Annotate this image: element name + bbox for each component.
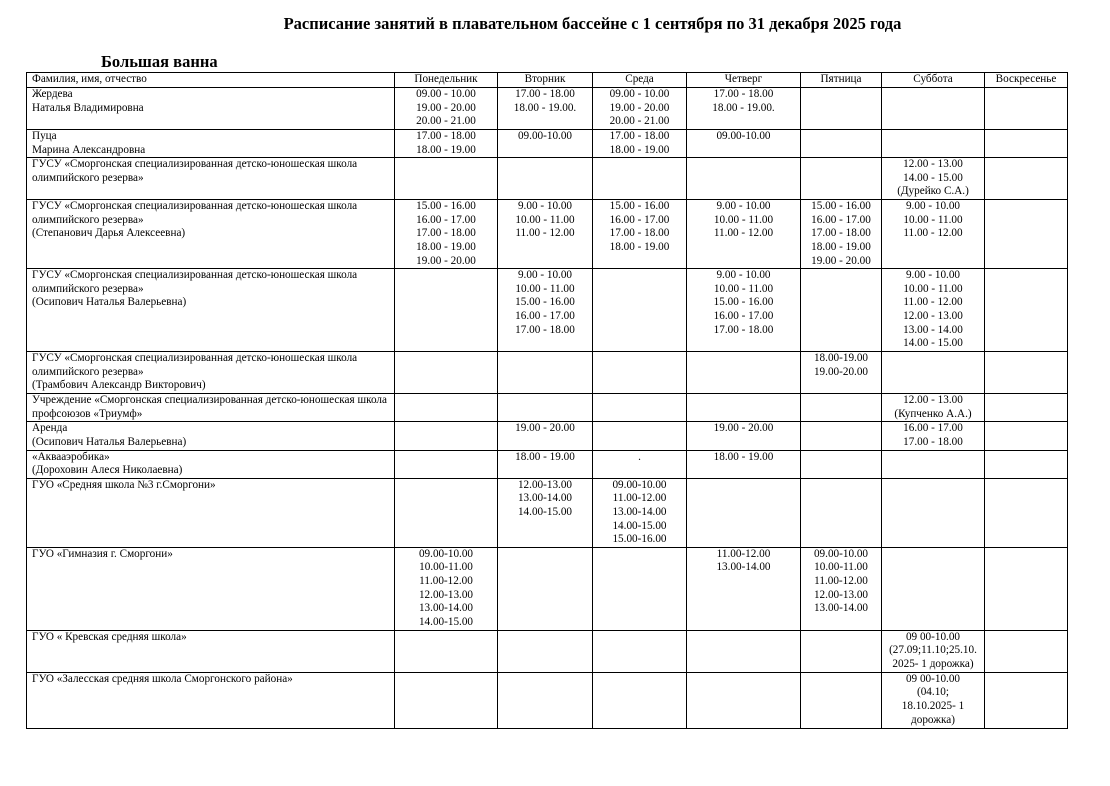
schedule-cell-thursday: [687, 672, 801, 728]
participant-line: «Аквааэробика»: [32, 450, 110, 463]
schedule-cell-friday: [801, 450, 882, 478]
participant-line: ГУСУ «Сморгонская специализированная детско-юношеская школа олимпийского резерва»: [32, 352, 358, 378]
time-slot: 12.00-13.00: [418, 588, 474, 601]
schedule-cell-sunday: [985, 630, 1068, 672]
time-slot: 16.00 - 17.00: [609, 213, 670, 226]
time-slot: 13.00-14.00: [716, 561, 771, 574]
time-slot: 15.00 - 16.00: [713, 296, 774, 309]
schedule-cell-friday: [801, 269, 882, 352]
schedule-cell-tuesday: [498, 269, 593, 352]
time-slot: 12.00-13.00: [517, 478, 573, 491]
schedule-cell-monday: [395, 200, 498, 269]
time-slot: 18.00 - 19.00.: [513, 101, 577, 114]
schedule-cell-friday: [801, 630, 882, 672]
time-slot: 10.00 - 11.00: [713, 282, 774, 295]
schedule-cell-saturday: [882, 352, 985, 394]
schedule-body: [27, 88, 1068, 729]
schedule-cell-friday: [801, 672, 882, 728]
participant-line: (Степанович Дарья Алексеевна): [32, 227, 186, 240]
time-slot: 17.00 - 18.00: [609, 130, 670, 142]
time-slot: 13.00-14.00: [612, 505, 667, 518]
schedule-cell-tuesday: [498, 450, 593, 478]
participant-line: ГУСУ «Сморгонская специализированная детско-юношеская школа олимпийского резерва»: [32, 158, 358, 184]
schedule-cell-friday: [801, 422, 882, 450]
participant-line: Учреждение «Сморгонская специализированная детско-юношеская школа профсоюзов «Триумф»: [32, 394, 387, 420]
time-slot: 09.00-10.00: [517, 130, 573, 142]
time-slot: 16.00 - 17.00: [416, 213, 476, 226]
time-slot: 17.00 - 18.00: [416, 227, 476, 240]
participant-cell: [27, 269, 395, 352]
participant-line: Пуца: [32, 130, 57, 142]
participant-line: Марина Александровна: [32, 143, 146, 156]
schedule-cell-wednesday: [593, 130, 687, 158]
schedule-cell-tuesday: [498, 352, 593, 394]
schedule-cell-monday: [395, 450, 498, 478]
participant-cell: [27, 130, 395, 158]
time-slot: 9.00 - 10.00: [905, 200, 961, 213]
time-slot: 13.00 - 14.00: [903, 323, 963, 336]
time-slot: 14.00-15.00: [517, 505, 573, 518]
schedule-cell-wednesday: [593, 450, 687, 478]
time-slot: 16.00 - 17.00: [811, 213, 871, 226]
schedule-cell-saturday: [882, 422, 985, 450]
schedule-cell-wednesday: [593, 478, 687, 547]
column-header-tuesday: Вторник: [498, 73, 593, 88]
schedule-cell-sunday: [985, 478, 1068, 547]
time-slot: 16.00 - 17.00: [903, 422, 963, 435]
schedule-cell-thursday: [687, 394, 801, 422]
schedule-cell-sunday: [985, 200, 1068, 269]
schedule-cell-monday: [395, 547, 498, 630]
time-slot: 19.00 - 20.00: [515, 422, 575, 435]
table-row: [27, 269, 1068, 352]
time-slot: 10.00 - 11.00: [515, 213, 575, 226]
time-slot: 12.00 - 13.00: [903, 309, 963, 322]
schedule-cell-thursday: [687, 422, 801, 450]
table-row: [27, 422, 1068, 450]
time-slot: 19.00 - 20.00: [416, 254, 476, 267]
schedule-cell-wednesday: [593, 352, 687, 394]
time-slot: 10.00 - 11.00: [903, 213, 963, 226]
time-slot: (Купченко А.А.): [894, 407, 972, 420]
schedule-cell-monday: [395, 478, 498, 547]
schedule-cell-wednesday: [593, 630, 687, 672]
time-slot: 11.00-12.00: [814, 574, 868, 587]
schedule-cell-tuesday: [498, 630, 593, 672]
schedule-cell-thursday: [687, 450, 801, 478]
table-row: [27, 88, 1068, 130]
time-slot: 12.00 - 13.00: [903, 394, 963, 407]
schedule-cell-tuesday: [498, 394, 593, 422]
schedule-cell-saturday: [882, 394, 985, 422]
schedule-cell-saturday: [882, 200, 985, 269]
column-header-wednesday: Среда: [593, 73, 687, 88]
time-slot: 12.00-13.00: [813, 588, 869, 601]
time-slot: 11.00 - 12.00: [903, 227, 963, 240]
participant-cell: [27, 200, 395, 269]
time-slot: 9.00 - 10.00: [716, 269, 771, 282]
schedule-cell-sunday: [985, 352, 1068, 394]
time-slot: 09 00-10.00: [905, 630, 961, 643]
schedule-cell-tuesday: [498, 130, 593, 158]
time-slot: 18.00 - 19.00: [515, 450, 575, 463]
participant-line: (Осипович Наталья Валерьевна): [32, 296, 187, 309]
time-slot: 17.00 - 18.00: [713, 323, 774, 336]
time-slot: 16.00 - 17.00: [515, 309, 575, 322]
time-slot: 17.00 - 18.00: [416, 130, 476, 142]
participant-line: Наталья Владимировна: [32, 101, 144, 114]
schedule-cell-friday: [801, 130, 882, 158]
time-slot: 10.00 - 11.00: [713, 213, 774, 226]
schedule-cell-saturday: [882, 269, 985, 352]
schedule-cell-sunday: [985, 394, 1068, 422]
schedule-cell-sunday: [985, 547, 1068, 630]
time-slot: 18.00 - 19.00: [609, 240, 670, 253]
participant-cell: [27, 547, 395, 630]
schedule-cell-tuesday: [498, 200, 593, 269]
time-slot: 2025- 1 дорожка): [892, 657, 974, 670]
time-slot: 18.00-19.00: [813, 352, 869, 365]
schedule-cell-tuesday: [498, 88, 593, 130]
time-slot: 11.00 - 12.00: [515, 227, 575, 240]
time-slot: 09.00-10.00: [418, 547, 474, 560]
pool-subtitle: Большая ванна: [101, 52, 218, 71]
time-slot: 14.00-15.00: [418, 615, 474, 628]
schedule-cell-thursday: [687, 352, 801, 394]
schedule-cell-monday: [395, 422, 498, 450]
schedule-cell-monday: [395, 672, 498, 728]
participant-line: ГУСУ «Сморгонская специализированная детско-юношеская школа олимпийского резерва»: [32, 200, 358, 226]
schedule-cell-thursday: [687, 158, 801, 200]
schedule-cell-tuesday: [498, 547, 593, 630]
schedule-cell-wednesday: [593, 88, 687, 130]
time-slot: 18.00 - 19.00: [416, 143, 476, 156]
schedule-cell-sunday: [985, 130, 1068, 158]
schedule-cell-friday: [801, 394, 882, 422]
time-slot: 09 00-10.00: [905, 672, 961, 685]
time-slot: 17.00 - 18.00: [713, 88, 774, 100]
schedule-cell-tuesday: [498, 158, 593, 200]
time-slot: 10.00-11.00: [814, 561, 868, 574]
column-header-sunday: Воскресенье: [985, 73, 1068, 88]
schedule-cell-sunday: [985, 88, 1068, 130]
schedule-cell-friday: [801, 478, 882, 547]
schedule-cell-saturday: [882, 630, 985, 672]
schedule-cell-saturday: [882, 547, 985, 630]
participant-line: ГУО «Залесская средняя школа Сморгонского района»: [32, 672, 293, 685]
time-slot: 9.00 - 10.00: [716, 200, 771, 213]
time-slot: 11.00 - 12.00: [713, 227, 774, 240]
participant-line: (Дороховин Алеся Николаевна): [32, 464, 183, 477]
schedule-cell-sunday: [985, 158, 1068, 200]
schedule-cell-thursday: [687, 269, 801, 352]
participant-cell: [27, 158, 395, 200]
time-slot: 13.00-14.00: [418, 602, 474, 615]
time-slot: 15.00 - 16.00: [811, 200, 871, 213]
schedule-cell-tuesday: [498, 672, 593, 728]
schedule-cell-friday: [801, 547, 882, 630]
participant-cell: [27, 450, 395, 478]
participant-line: ГУО «Гимназия г. Сморгони»: [32, 547, 173, 560]
column-header-friday: Пятница: [801, 73, 882, 88]
time-slot: 18.00 - 19.00: [713, 450, 774, 463]
participant-line: Жердева: [32, 88, 73, 100]
schedule-cell-tuesday: [498, 478, 593, 547]
time-slot: 10.00 - 11.00: [903, 282, 963, 295]
schedule-cell-tuesday: [498, 422, 593, 450]
time-slot: 13.00-14.00: [813, 602, 869, 615]
time-slot: 17.00 - 18.00: [811, 227, 871, 240]
time-slot: 9.00 - 10.00: [517, 200, 573, 213]
schedule-cell-friday: [801, 352, 882, 394]
schedule-cell-sunday: [985, 450, 1068, 478]
schedule-cell-monday: [395, 352, 498, 394]
participant-line: (Осипович Наталья Валерьевна): [32, 435, 187, 448]
time-slot: 19.00 - 20.00: [609, 101, 670, 114]
schedule-cell-wednesday: [593, 422, 687, 450]
schedule-cell-thursday: [687, 547, 801, 630]
schedule-cell-thursday: [687, 88, 801, 130]
time-slot: 17.00 - 18.00: [515, 88, 575, 100]
schedule-cell-wednesday: [593, 158, 687, 200]
time-slot: 11.00 - 12.00: [903, 296, 963, 309]
time-slot: 11.00-12.00: [419, 574, 473, 587]
time-slot: 9.00 - 10.00: [905, 269, 961, 282]
participant-cell: [27, 672, 395, 728]
schedule-cell-saturday: [882, 158, 985, 200]
time-slot: 9.00 - 10.00: [517, 269, 573, 282]
time-slot: 18.00 - 19.00: [416, 240, 476, 253]
time-slot: (04.10;: [916, 686, 949, 699]
schedule-cell-saturday: [882, 130, 985, 158]
schedule-cell-saturday: [882, 450, 985, 478]
time-slot: 20.00 - 21.00: [609, 115, 670, 128]
schedule-cell-monday: [395, 630, 498, 672]
schedule-cell-wednesday: [593, 394, 687, 422]
table-row: [27, 352, 1068, 394]
time-slot: (27.09;11.10;25.10.: [889, 644, 977, 657]
time-slot: 19.00 - 20.00: [811, 254, 871, 267]
schedule-cell-saturday: [882, 478, 985, 547]
time-slot: 09.00 - 10.00: [609, 88, 670, 100]
table-header-row: [27, 73, 1068, 88]
time-slot: 09.00-10.00: [716, 130, 771, 142]
time-slot: 11.00-12.00: [612, 492, 667, 505]
schedule-cell-monday: [395, 394, 498, 422]
schedule-cell-saturday: [882, 672, 985, 728]
schedule-cell-monday: [395, 130, 498, 158]
time-slot: 09.00 - 10.00: [416, 88, 476, 100]
page-title: Расписание занятий в плавательном бассейне с 1 сентября по 31 декабря 2025 года: [283, 14, 902, 33]
time-slot: 16.00 - 17.00: [713, 309, 774, 322]
participant-line: (Трамбович Александр Викторович): [32, 379, 206, 392]
table-row: [27, 547, 1068, 630]
participant-cell: [27, 422, 395, 450]
table-row: [27, 130, 1068, 158]
time-slot: (Дурейко С.А.): [897, 185, 969, 198]
time-slot: 18.00 - 19.00.: [712, 101, 775, 114]
schedule-cell-friday: [801, 200, 882, 269]
table-row: [27, 672, 1068, 728]
schedule-cell-wednesday: [593, 547, 687, 630]
participant-cell: [27, 88, 395, 130]
schedule-cell-sunday: [985, 269, 1068, 352]
participant-line: Аренда: [32, 422, 68, 435]
time-slot: 17.00 - 18.00: [903, 435, 963, 448]
participant-line: ГУСУ «Сморгонская специализированная детско-юношеская школа олимпийского резерва»: [32, 269, 358, 295]
time-slot: 15.00 - 16.00: [515, 296, 575, 309]
schedule-table: [26, 72, 1068, 729]
schedule-cell-thursday: [687, 130, 801, 158]
time-slot: 09.00-10.00: [612, 478, 667, 491]
schedule-cell-wednesday: [593, 672, 687, 728]
time-slot: 18.10.2025- 1: [901, 699, 965, 712]
schedule-cell-saturday: [882, 88, 985, 130]
schedule-cell-monday: [395, 269, 498, 352]
time-slot: дорожка): [911, 713, 955, 726]
time-slot: 15.00 - 16.00: [609, 200, 670, 213]
time-slot: 15.00 - 16.00: [416, 200, 476, 213]
schedule-cell-sunday: [985, 422, 1068, 450]
time-slot: 14.00 - 15.00: [903, 337, 963, 350]
time-slot: 20.00 - 21.00: [416, 115, 476, 128]
participant-cell: [27, 394, 395, 422]
schedule-cell-thursday: [687, 630, 801, 672]
table-row: [27, 630, 1068, 672]
participant-line: ГУО «Средняя школа №3 г.Сморгони»: [32, 478, 216, 491]
table-row: [27, 158, 1068, 200]
time-slot: 12.00 - 13.00: [903, 158, 963, 171]
time-slot: 17.00 - 18.00: [609, 227, 670, 240]
schedule-cell-thursday: [687, 478, 801, 547]
schedule-cell-sunday: [985, 672, 1068, 728]
participant-cell: [27, 478, 395, 547]
time-slot: 13.00-14.00: [517, 492, 573, 505]
table-row: [27, 200, 1068, 269]
schedule-cell-wednesday: [593, 269, 687, 352]
table-row: [27, 478, 1068, 547]
time-slot: 18.00 - 19.00: [609, 143, 670, 156]
time-slot: 17.00 - 18.00: [515, 323, 575, 336]
table-row: [27, 450, 1068, 478]
time-slot: 10.00 - 11.00: [515, 282, 575, 295]
participant-line: ГУО « Кревская средняя школа»: [32, 630, 187, 643]
participant-cell: [27, 630, 395, 672]
participant-cell: [27, 352, 395, 394]
time-slot: 10.00-11.00: [419, 561, 473, 574]
schedule-cell-monday: [395, 158, 498, 200]
column-header-monday: Понедельник: [395, 73, 498, 88]
schedule-cell-friday: [801, 88, 882, 130]
time-slot: 11.00-12.00: [716, 547, 771, 560]
time-slot: 19.00 - 20.00: [713, 422, 774, 435]
column-header-saturday: Суббота: [882, 73, 985, 88]
time-slot: 15.00-16.00: [612, 533, 667, 546]
column-header-name: Фамилия, имя, отчество: [27, 73, 395, 88]
time-slot: 14.00 - 15.00: [903, 171, 963, 184]
time-slot: 09.00-10.00: [813, 547, 869, 560]
time-slot: 19.00-20.00: [813, 365, 869, 378]
time-slot: 14.00-15.00: [612, 519, 667, 532]
schedule-cell-wednesday: [593, 200, 687, 269]
time-slot: .: [638, 450, 641, 463]
time-slot: 18.00 - 19.00: [811, 240, 871, 253]
schedule-cell-thursday: [687, 200, 801, 269]
table-row: [27, 394, 1068, 422]
schedule-cell-monday: [395, 88, 498, 130]
column-header-thursday: Четверг: [687, 73, 801, 88]
time-slot: 19.00 - 20.00: [416, 101, 476, 114]
schedule-cell-friday: [801, 158, 882, 200]
